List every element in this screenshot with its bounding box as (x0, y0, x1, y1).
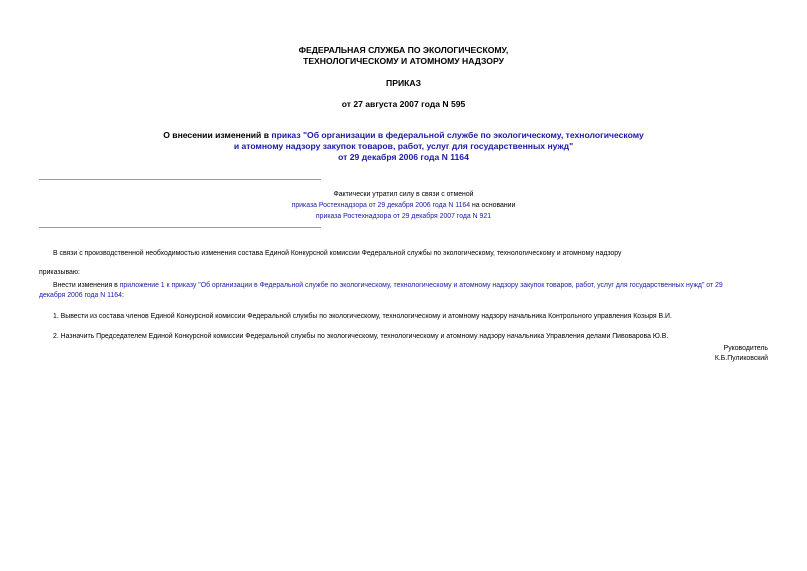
intro-paragraph-line-2 (39, 291, 124, 301)
intro-link[interactable]: приложение 1 к приказу "Об организации в Федеральной службе по экологическому, технологическому и атомному надзору закупок товаров, работ, услуг для государственных нужд" от 29 (119, 282, 723, 289)
agency-line-1: ФЕДЕРАЛЬНАЯ СЛУЖБА ПО ЭКОЛОГИЧЕСКОМУ, (298, 45, 509, 55)
intro-paragraph-line-1 (53, 281, 768, 291)
intro-suffix: : (121, 292, 124, 299)
subject-line-1 (0, 130, 807, 141)
list-item-2: 2. Назначить Председателем Единой Конкурсной комиссии Федеральной службы по экологическому, технологическому и атомному надзору начальника Управления делами Пивоварова Ю.В. (53, 333, 669, 340)
subject-link-line-2[interactable]: и атомному надзору закупок товаров, работ, услуг для государственных нужд" (233, 141, 574, 151)
intro-link-line-2[interactable]: декабря 2006 года N 1164 (39, 292, 122, 299)
document-date: от 27 августа 2007 года N 595 (341, 99, 466, 109)
order-word: приказываю: (39, 269, 80, 276)
divider-bottom (39, 227, 321, 228)
subject-prefix: О внесении изменений в (163, 130, 272, 140)
signature-title: Руководитель (723, 345, 768, 352)
document-type: ПРИКАЗ (386, 78, 421, 88)
status-note-suffix: на основании (470, 202, 516, 209)
divider-top (39, 179, 321, 180)
subject-link[interactable]: приказ "Об организации в федеральной службе по экологическому, технологическому (271, 130, 644, 140)
agency-line-2: ТЕХНОЛОГИЧЕСКОМУ И АТОМНОМУ НАДЗОРУ (303, 56, 504, 66)
status-note-link-1[interactable]: приказа Ростехнадзора от 29 декабря 2006 года N 1164 (291, 202, 471, 209)
signature-name: К.Б.Пуликовский (714, 355, 768, 362)
status-note-line-2 (0, 200, 807, 211)
list-item-1: 1. Вывести из состава членов Единой Конкурсной комиссии Федеральной службы по экологическому, технологическому и атомному надзору начальника Контрольного управления Козыря В.И. (53, 313, 672, 320)
subject-link-line-3[interactable]: от 29 декабря 2006 года N 1164 (338, 152, 469, 162)
intro-prefix: Внести изменения в (53, 282, 120, 289)
status-note-link-2[interactable]: приказа Ростехнадзора от 29 декабря 2007 года N 921 (315, 213, 492, 220)
status-note-line-1: Фактически утратил силу в связи с отменой (333, 191, 474, 198)
preamble-paragraph: В связи с производственной необходимостью изменения состава Единой Конкурсной комиссии Федеральной службы по экологическому, технологическому и атомному надзору (53, 250, 622, 257)
